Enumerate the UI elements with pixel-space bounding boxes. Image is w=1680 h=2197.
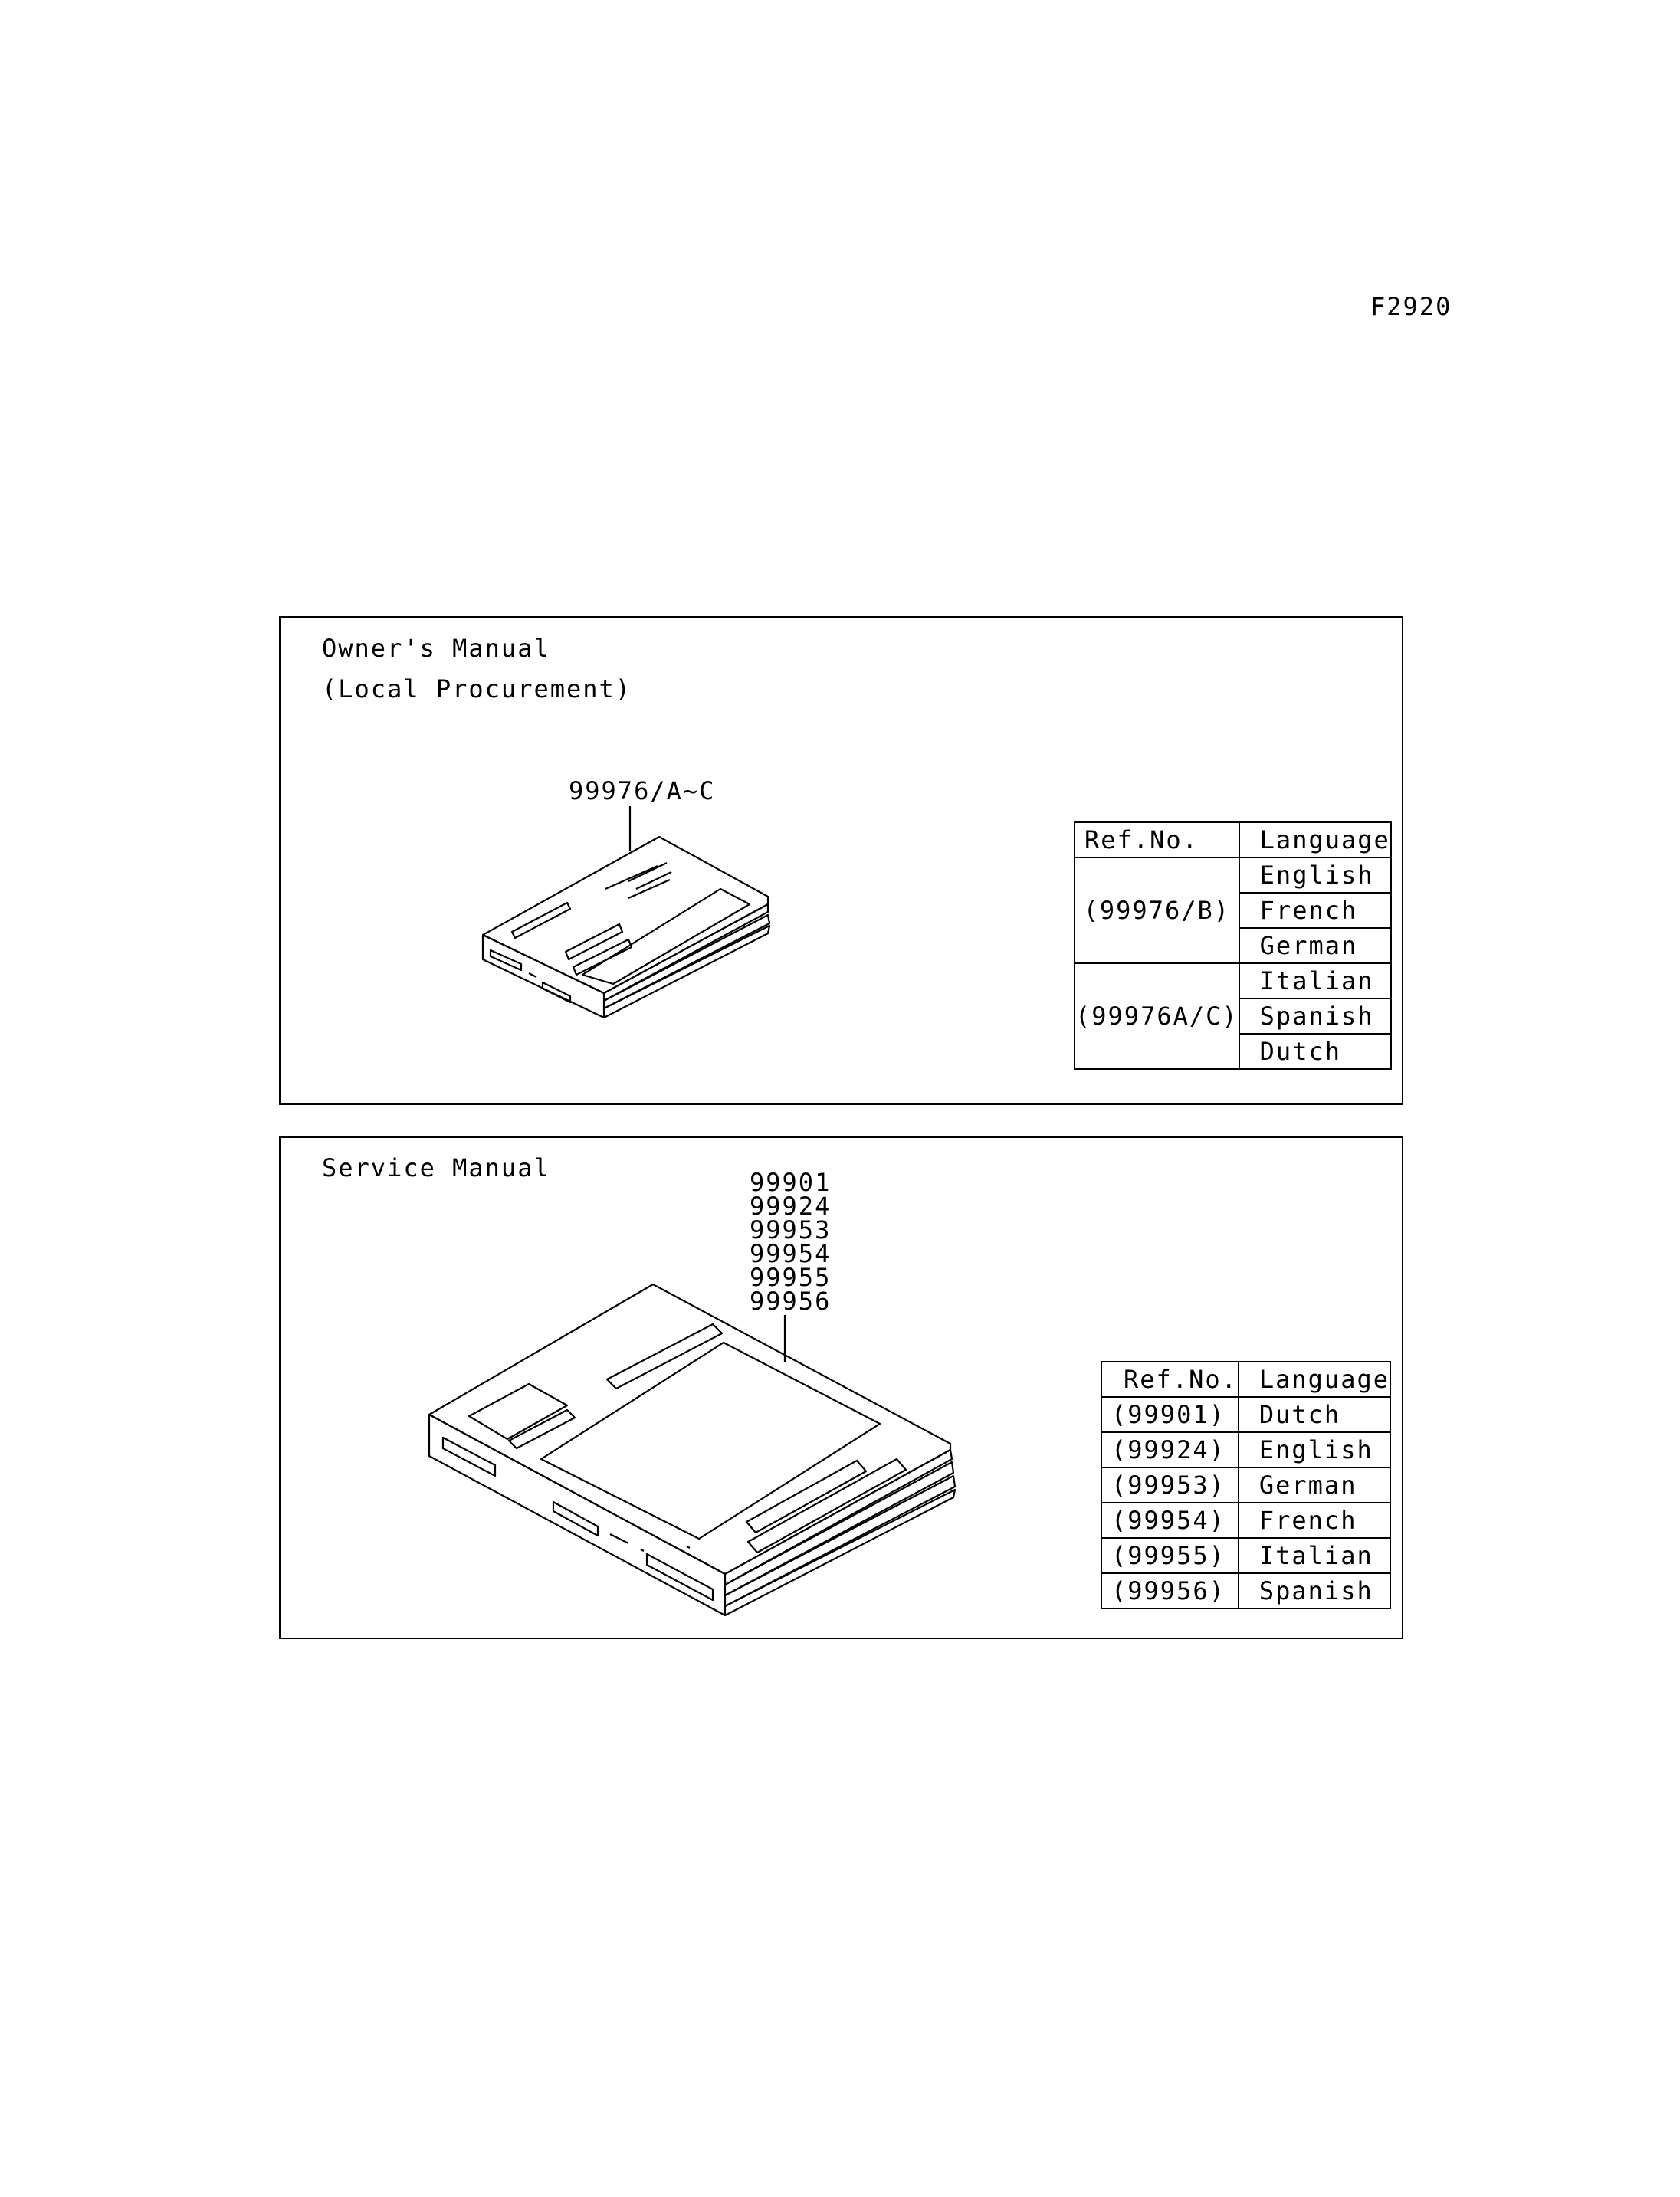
table-header-row bbox=[1075, 822, 1391, 857]
callout-number: 99953 bbox=[750, 1215, 832, 1244]
table-row bbox=[1101, 1432, 1390, 1467]
callout-number: 99901 bbox=[750, 1168, 832, 1197]
table-row bbox=[1075, 963, 1391, 998]
language-cell: Italian bbox=[1239, 963, 1391, 998]
header-ref-no: Ref.No. bbox=[1075, 822, 1239, 857]
service-manual-ref-table bbox=[1101, 1361, 1391, 1609]
ref-cell: (99976A/C) bbox=[1075, 963, 1239, 1069]
table-row bbox=[1101, 1467, 1390, 1503]
callout-number: 99954 bbox=[750, 1239, 832, 1268]
ref-cell: (99976/B) bbox=[1075, 857, 1239, 963]
header-ref-no: Ref.No. bbox=[1101, 1362, 1239, 1397]
language-cell: Dutch bbox=[1239, 1397, 1390, 1432]
table-row bbox=[1101, 1503, 1390, 1538]
ref-cell: (99956) bbox=[1101, 1573, 1239, 1608]
language-cell: Italian bbox=[1239, 1538, 1390, 1573]
table-row bbox=[1075, 857, 1391, 893]
table-row bbox=[1101, 1397, 1390, 1432]
owners-manual-subtitle: (Local Procurement) bbox=[322, 674, 632, 703]
ref-cell: (99954) bbox=[1101, 1503, 1239, 1538]
owners-manual-ref-table bbox=[1074, 821, 1392, 1070]
ref-cell: (99924) bbox=[1101, 1432, 1239, 1467]
callout-number: 99956 bbox=[750, 1287, 832, 1316]
table-header-row bbox=[1101, 1362, 1390, 1397]
table-row bbox=[1101, 1538, 1390, 1573]
language-cell: French bbox=[1239, 893, 1391, 928]
service-manual-callouts bbox=[750, 1168, 832, 1316]
language-cell: French bbox=[1239, 1503, 1390, 1538]
callout-number: 99955 bbox=[750, 1263, 832, 1292]
language-cell: English bbox=[1239, 857, 1391, 893]
ref-cell: (99901) bbox=[1101, 1397, 1239, 1432]
language-cell: German bbox=[1239, 928, 1391, 963]
language-cell: Spanish bbox=[1239, 1573, 1390, 1608]
callout-number: 99924 bbox=[750, 1192, 832, 1221]
owners-manual-title: Owner's Manual bbox=[322, 634, 550, 663]
figure-code: F2920 bbox=[1370, 292, 1452, 321]
ref-cell: (99953) bbox=[1101, 1467, 1239, 1503]
owners-manual-callout: 99976/A~C bbox=[569, 776, 716, 805]
header-language: Language bbox=[1239, 822, 1391, 857]
language-cell: English bbox=[1239, 1432, 1390, 1467]
table-row bbox=[1101, 1573, 1390, 1608]
header-language: Language bbox=[1239, 1362, 1390, 1397]
ref-cell: (99955) bbox=[1101, 1538, 1239, 1573]
service-manual-title: Service Manual bbox=[322, 1153, 550, 1182]
language-cell: Spanish bbox=[1239, 998, 1391, 1034]
language-cell: German bbox=[1239, 1467, 1390, 1503]
language-cell: Dutch bbox=[1239, 1034, 1391, 1069]
